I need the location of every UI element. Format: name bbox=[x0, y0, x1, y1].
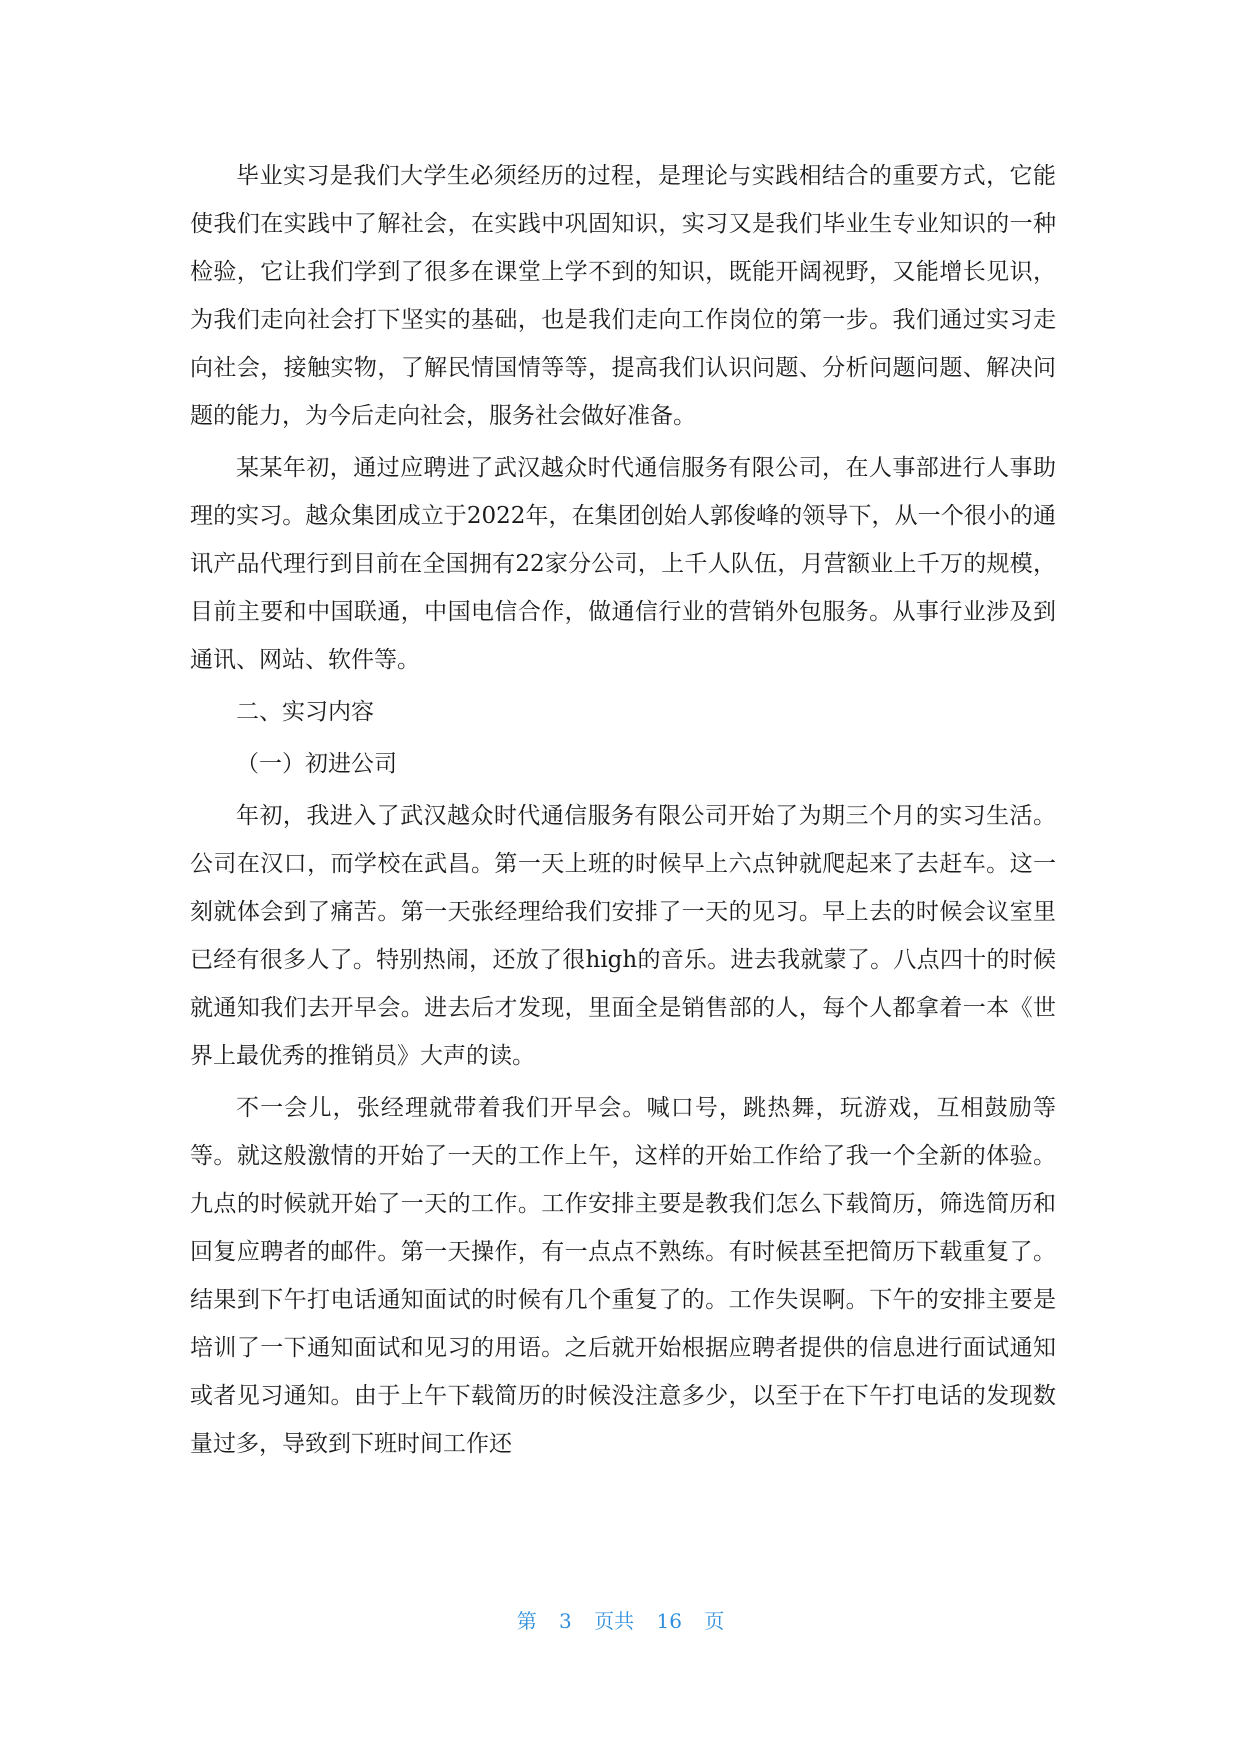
footer-total-pages: 16 bbox=[656, 1609, 682, 1633]
paragraph-company: 某某年初，通过应聘进了武汉越众时代通信服务有限公司，在人事部进行人事助理的实习。越众集团成立于2022年，在集团创始人郭俊峰的领导下，从一个很小的通讯产品代理行到目前在全国拥有22家分公司，上千人队伍，月营额业上千万的规模，目前主要和中国联通，中国电信合作，做通信行业的营销外包服务。从事行业涉及到通讯、网站、软件等。 bbox=[190, 455, 1056, 673]
paragraph-morning-meeting: 不一会儿，张经理就带着我们开早会。喊口号，跳热舞，玩游戏，互相鼓励等等。就这般激情的开始了一天的工作上午，这样的开始工作给了我一个全新的体验。九点的时候就开始了一天的工作。工作安排主要是教我们怎么下载简历，筛选简历和回复应聘者的邮件。第一天操作，有一点点不熟练。有时候甚至把简历下载重复了。结果到下午打电话通知面试的时候有几个重复了的。工作失误啊。下午的安排主要是培训了一下通知面试和见习的用语。之后就开始根据应聘者提供的信息进行面试通知或者见习通知。由于上午下载简历的时候没注意多少，以至于在下午打电话的发现数量过多，导致到下班时间工作还 bbox=[190, 1095, 1056, 1457]
page-footer bbox=[0, 1605, 1241, 1634]
footer-page-number: 3 bbox=[559, 1609, 572, 1633]
footer-suffix: 页 bbox=[704, 1609, 725, 1633]
paragraph-first-day: 年初，我进入了武汉越众时代通信服务有限公司开始了为期三个月的实习生活。公司在汉口，而学校在武昌。第一天上班的时候早上六点钟就爬起来了去赶车。这一刻就体会到了痛苦。第一天张经理给我们安排了一天的见习。早上去的时候会议室里已经有很多人了。特别热闹，还放了很high的音乐。进去我就蒙了。八点四十的时候就通知我们去开早会。进去后才发现，里面全是销售部的人，每个人都拿着一本《世界上最优秀的推销员》大声的读。 bbox=[190, 803, 1056, 1069]
subsection-heading: （一）初进公司 bbox=[236, 751, 397, 777]
footer-middle: 页共 bbox=[594, 1609, 635, 1633]
footer-prefix: 第 bbox=[516, 1609, 537, 1633]
document-body bbox=[190, 152, 1056, 1472]
paragraph-intro: 毕业实习是我们大学生必须经历的过程，是理论与实践相结合的重要方式，它能使我们在实践中了解社会，在实践中巩固知识，实习又是我们毕业生专业知识的一种检验，它让我们学到了很多在课堂上学不到的知识，既能开阔视野，又能增长见识，为我们走向社会打下坚实的基础，也是我们走向工作岗位的第一步。我们通过实习走向社会，接触实物，了解民情国情等等，提高我们认识问题、分析问题问题、解决问题的能力，为今后走向社会，服务社会做好准备。 bbox=[190, 163, 1056, 429]
section-heading: 二、实习内容 bbox=[236, 699, 374, 725]
